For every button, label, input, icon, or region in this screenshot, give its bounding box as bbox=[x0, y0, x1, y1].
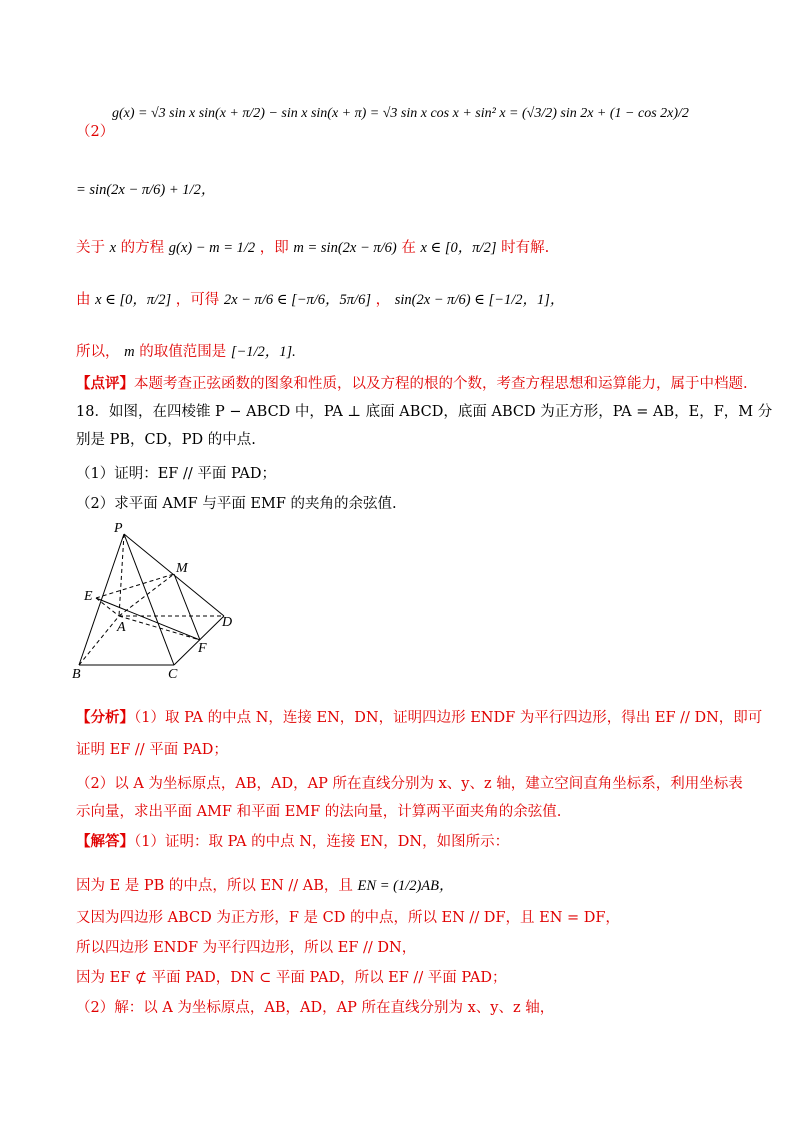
from-comma: ， bbox=[375, 292, 391, 308]
solution-line5: 因为 EF ⊄ 平面 PAD，DN ⊂ 平面 PAD，所以 EF // 平面 PAD； bbox=[76, 970, 507, 986]
solution-line6: （2）解：以 A 为坐标原点，AB，AD，AP 所在直线分别为 x、y、z 轴， bbox=[76, 1000, 555, 1016]
analysis-line1 bbox=[76, 708, 762, 728]
analysis-line3: （2）以 A 为坐标原点，AB，AD，AP 所在直线分别为 x、y、z 轴，建立空间直角坐标系，利用坐标表 bbox=[76, 776, 743, 792]
eq-zai: 在 bbox=[401, 240, 416, 256]
from-range1: 2x − π/6 ∈ [−π/6，5π/6] bbox=[223, 292, 371, 308]
pyramid-figure bbox=[64, 518, 244, 680]
from-range2: sin(2x − π/6) ∈ [−1/2，1]， bbox=[394, 292, 565, 308]
eq-ji: ，即 bbox=[259, 240, 289, 256]
label-F: F bbox=[198, 641, 207, 656]
from-domain: x ∈ [0，π/2] bbox=[95, 292, 172, 308]
analysis-tag: 【分析】 bbox=[76, 709, 134, 726]
solution-line1 bbox=[76, 832, 509, 852]
solution-tag: 【解答】 bbox=[76, 833, 134, 850]
q18-sub2: （2）求平面 AMF 与平面 EMF 的夹角的余弦值. bbox=[76, 496, 397, 512]
label-E: E bbox=[84, 589, 93, 604]
analysis-line2: 证明 EF // 平面 PAD； bbox=[76, 742, 228, 758]
conclusion-mid: 的取值范围是 bbox=[139, 344, 227, 360]
comment-line bbox=[76, 374, 748, 394]
g-simplified: = sin(2x − π/6) + 1/2， bbox=[76, 182, 216, 198]
analysis-l1: （1）取 PA 的中点 N，连接 EN，DN，证明四边形 ENDF 为平行四边形，得出 EF // DN，即可 bbox=[134, 710, 763, 726]
eq-domain: x ∈ [0，π/2] bbox=[420, 240, 497, 256]
conclusion-m: m bbox=[124, 344, 135, 360]
label-P: P bbox=[114, 521, 123, 536]
label-C: C bbox=[168, 667, 178, 680]
solution-line4: 所以四边形 ENDF 为平行四边形，所以 EF // DN， bbox=[76, 940, 417, 956]
label-D: D bbox=[222, 615, 233, 630]
comment-tag: 【点评】 bbox=[76, 375, 134, 392]
solution-line2 bbox=[76, 876, 454, 896]
label-M: M bbox=[176, 561, 188, 576]
eq-x: x bbox=[109, 240, 117, 256]
from-ke: ，可得 bbox=[175, 292, 220, 308]
conclusion-line bbox=[76, 342, 296, 362]
g-formula: g(x) = √3 sin x sin(x + π/2) − sin x sin(x + π) = √3 sin x cos x + sin² x = (√3/2) sin 2x + (1 − cos 2x)/2 bbox=[112, 106, 689, 121]
equation-line bbox=[76, 238, 549, 258]
conclusion-pre: 所以， bbox=[76, 344, 120, 360]
eq-mid: 的方程 bbox=[120, 240, 165, 256]
edge-AM bbox=[119, 574, 174, 616]
label-A: A bbox=[117, 620, 126, 635]
edge-EM bbox=[96, 574, 174, 598]
eq-m: m = sin(2x − π/6) bbox=[293, 240, 397, 256]
edge-PC bbox=[124, 534, 174, 665]
q18-line1: 18．如图，在四棱锥 P − ABCD 中，PA ⊥ 底面 ABCD，底面 ABCD 为正方形，PA = AB，E，F，M 分 bbox=[76, 404, 773, 420]
solution-l2b: EN = (1/2)AB， bbox=[357, 878, 454, 894]
eq-g: g(x) − m = 1/2 bbox=[168, 240, 256, 256]
label-B: B bbox=[72, 667, 81, 680]
edge-AF bbox=[119, 616, 200, 640]
conclusion-val: [−1/2，1]. bbox=[230, 344, 296, 360]
from-pre: 由 bbox=[76, 292, 91, 308]
q18-sub1: （1）证明：EF // 平面 PAD； bbox=[76, 466, 276, 482]
solution-l2a: 因为 E 是 PB 的中点，所以 EN // AB，且 bbox=[76, 878, 353, 894]
edge-MF bbox=[174, 574, 200, 640]
solution-l1: （1）证明：取 PA 的中点 N，连接 EN，DN，如图所示： bbox=[134, 834, 510, 850]
comment-text: 本题考查正弦函数的图象和性质，以及方程的根的个数，考查方程思想和运算能力，属于中档题. bbox=[134, 376, 748, 392]
analysis-line4: 示向量，求出平面 AMF 和平面 EMF 的法向量，计算两平面夹角的余弦值. bbox=[76, 804, 562, 820]
edge-EF bbox=[96, 598, 200, 640]
edge-AB bbox=[79, 616, 119, 665]
part2-label: （2） bbox=[76, 124, 115, 140]
eq-end: 时有解. bbox=[501, 240, 550, 256]
eq-pre: 关于 bbox=[76, 240, 105, 256]
q18-line2: 别是 PB，CD，PD 的中点. bbox=[76, 432, 256, 448]
solution-line3: 又因为四边形 ABCD 为正方形，F 是 CD 的中点，所以 EN // DF，且 EN = DF， bbox=[76, 910, 620, 926]
from-line bbox=[76, 290, 564, 310]
